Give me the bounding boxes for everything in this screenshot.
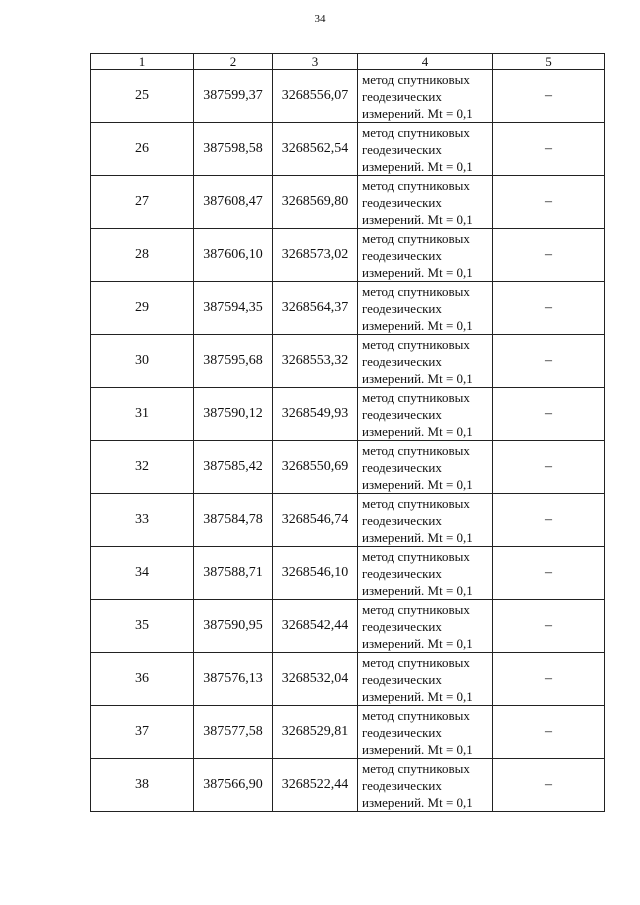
note-cell: –: [493, 547, 605, 600]
coord-x-cell: 387594,35: [194, 282, 273, 335]
note-cell: –: [493, 706, 605, 759]
table-row: [91, 70, 605, 123]
coord-x-cell: 387590,95: [194, 600, 273, 653]
note-cell: –: [493, 653, 605, 706]
note-cell: –: [493, 176, 605, 229]
coord-y-cell: 3268564,37: [273, 282, 358, 335]
header-col-1: 1: [91, 54, 194, 70]
point-number-cell: 27: [91, 176, 194, 229]
coord-y-cell: 3268550,69: [273, 441, 358, 494]
method-line-3: измерений. Mt = 0,1: [362, 688, 473, 704]
table-header-row: [91, 54, 605, 70]
header-col-2: 2: [194, 54, 273, 70]
point-number-cell: 38: [91, 759, 194, 812]
point-number-cell: 29: [91, 282, 194, 335]
method-line-3: измерений. Mt = 0,1: [362, 476, 473, 492]
method-line-1: метод спутниковых: [362, 124, 470, 140]
method-line-3: измерений. Mt = 0,1: [362, 635, 473, 651]
method-line-1: метод спутниковых: [362, 283, 470, 299]
table-row: [91, 335, 605, 388]
point-number-cell: 25: [91, 70, 194, 123]
coord-x-cell: 387590,12: [194, 388, 273, 441]
note-cell: –: [493, 494, 605, 547]
method-cell: [358, 123, 493, 176]
method-line-1: метод спутниковых: [362, 601, 470, 617]
page-number: 34: [314, 13, 326, 25]
coord-y-cell: 3268546,10: [273, 547, 358, 600]
note-cell: –: [493, 388, 605, 441]
coord-x-cell: 387577,58: [194, 706, 273, 759]
header-col-4: 4: [358, 54, 493, 70]
method-line-3: измерений. Mt = 0,1: [362, 370, 473, 386]
note-cell: –: [493, 70, 605, 123]
method-line-2: геодезических: [362, 406, 442, 422]
method-line-3: измерений. Mt = 0,1: [362, 264, 473, 280]
method-line-2: геодезических: [362, 459, 442, 475]
point-number-cell: 26: [91, 123, 194, 176]
note-cell: –: [493, 282, 605, 335]
method-line-3: измерений. Mt = 0,1: [362, 158, 473, 174]
coord-y-cell: 3268522,44: [273, 759, 358, 812]
coord-x-cell: 387576,13: [194, 653, 273, 706]
method-cell: [358, 282, 493, 335]
table-row: [91, 653, 605, 706]
coord-y-cell: 3268556,07: [273, 70, 358, 123]
method-cell: [358, 229, 493, 282]
method-line-1: метод спутниковых: [362, 336, 470, 352]
coord-y-cell: 3268549,93: [273, 388, 358, 441]
point-number-cell: 34: [91, 547, 194, 600]
coord-y-cell: 3268553,32: [273, 335, 358, 388]
method-line-2: геодезических: [362, 88, 442, 104]
table-row: [91, 547, 605, 600]
coord-y-cell: 3268542,44: [273, 600, 358, 653]
point-number-cell: 31: [91, 388, 194, 441]
note-cell: –: [493, 759, 605, 812]
method-line-1: метод спутниковых: [362, 230, 470, 246]
method-line-1: метод спутниковых: [362, 654, 470, 670]
method-line-3: измерений. Mt = 0,1: [362, 423, 473, 439]
table-body: [91, 70, 605, 812]
table-row: [91, 123, 605, 176]
coord-y-cell: 3268532,04: [273, 653, 358, 706]
method-line-3: измерений. Mt = 0,1: [362, 529, 473, 545]
method-line-2: геодезических: [362, 194, 442, 210]
note-cell: –: [493, 441, 605, 494]
point-number-cell: 33: [91, 494, 194, 547]
method-cell: [358, 441, 493, 494]
method-cell: [358, 494, 493, 547]
method-cell: [358, 653, 493, 706]
method-line-2: геодезических: [362, 565, 442, 581]
coord-x-cell: 387585,42: [194, 441, 273, 494]
header-col-3: 3: [273, 54, 358, 70]
method-line-1: метод спутниковых: [362, 389, 470, 405]
point-number-cell: 36: [91, 653, 194, 706]
method-cell: [358, 335, 493, 388]
header-col-5: 5: [493, 54, 605, 70]
coordinates-table: [90, 53, 605, 812]
note-cell: –: [493, 123, 605, 176]
note-cell: –: [493, 229, 605, 282]
method-line-2: геодезических: [362, 671, 442, 687]
method-line-3: измерений. Mt = 0,1: [362, 741, 473, 757]
note-cell: –: [493, 600, 605, 653]
method-line-3: измерений. Mt = 0,1: [362, 794, 473, 810]
table-row: [91, 282, 605, 335]
method-cell: [358, 706, 493, 759]
point-number-cell: 28: [91, 229, 194, 282]
method-line-2: геодезических: [362, 247, 442, 263]
method-line-1: метод спутниковых: [362, 177, 470, 193]
table-row: [91, 229, 605, 282]
point-number-cell: 37: [91, 706, 194, 759]
point-number-cell: 32: [91, 441, 194, 494]
method-cell: [358, 547, 493, 600]
method-cell: [358, 388, 493, 441]
method-line-2: геодезических: [362, 300, 442, 316]
method-line-2: геодезических: [362, 777, 442, 793]
method-line-1: метод спутниковых: [362, 760, 470, 776]
method-line-1: метод спутниковых: [362, 442, 470, 458]
point-number-cell: 35: [91, 600, 194, 653]
note-cell: –: [493, 335, 605, 388]
method-line-1: метод спутниковых: [362, 495, 470, 511]
coord-y-cell: 3268529,81: [273, 706, 358, 759]
coord-x-cell: 387595,68: [194, 335, 273, 388]
coord-x-cell: 387608,47: [194, 176, 273, 229]
method-cell: [358, 600, 493, 653]
table-row: [91, 441, 605, 494]
coord-x-cell: 387606,10: [194, 229, 273, 282]
table-row: [91, 600, 605, 653]
table-row: [91, 706, 605, 759]
method-line-3: измерений. Mt = 0,1: [362, 582, 473, 598]
method-cell: [358, 70, 493, 123]
method-line-3: измерений. Mt = 0,1: [362, 317, 473, 333]
method-line-3: измерений. Mt = 0,1: [362, 211, 473, 227]
coord-x-cell: 387598,58: [194, 123, 273, 176]
point-number-cell: 30: [91, 335, 194, 388]
coord-x-cell: 387584,78: [194, 494, 273, 547]
method-line-2: геодезических: [362, 512, 442, 528]
method-line-2: геодезических: [362, 618, 442, 634]
method-line-1: метод спутниковых: [362, 548, 470, 564]
table-row: [91, 176, 605, 229]
table-row: [91, 759, 605, 812]
method-line-2: геодезических: [362, 141, 442, 157]
coord-y-cell: 3268569,80: [273, 176, 358, 229]
method-line-2: геодезических: [362, 724, 442, 740]
table-row: [91, 494, 605, 547]
method-line-1: метод спутниковых: [362, 707, 470, 723]
method-line-3: измерений. Mt = 0,1: [362, 105, 473, 121]
method-cell: [358, 176, 493, 229]
coord-y-cell: 3268562,54: [273, 123, 358, 176]
coord-y-cell: 3268546,74: [273, 494, 358, 547]
coord-x-cell: 387599,37: [194, 70, 273, 123]
coord-y-cell: 3268573,02: [273, 229, 358, 282]
table-row: [91, 388, 605, 441]
method-cell: [358, 759, 493, 812]
method-line-1: метод спутниковых: [362, 71, 470, 87]
coord-x-cell: 387566,90: [194, 759, 273, 812]
method-line-2: геодезических: [362, 353, 442, 369]
coord-x-cell: 387588,71: [194, 547, 273, 600]
